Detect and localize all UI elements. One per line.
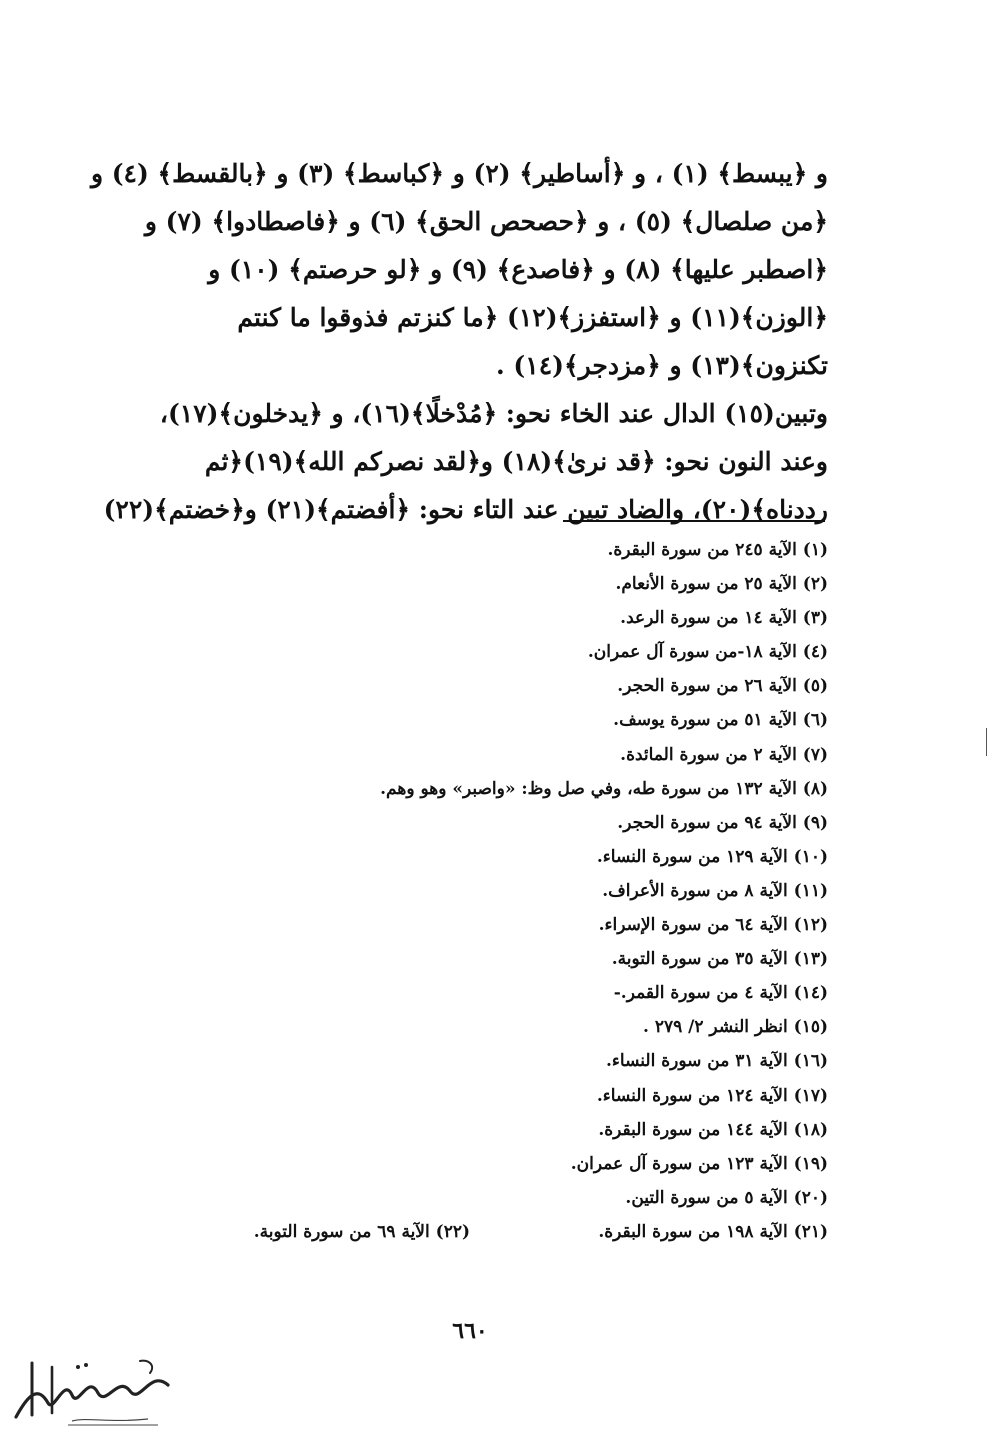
text-line-7: وعند النون نحو: ﴿قد نرىٰ﴾(١٨) و﴿لقد نصركم الله﴾(١٩)﴿ثم <box>204 447 828 476</box>
footnote-7: (٧) الآية ٢ من سورة المائدة. <box>620 744 828 765</box>
scan-mark <box>986 728 987 756</box>
footnote-3: (٣) الآية ١٤ من سورة الرعد. <box>620 608 828 629</box>
publisher-logo <box>8 1355 183 1430</box>
footnote-row-21-22 <box>188 1215 828 1249</box>
text-line-5: تكنزون﴾(١٣) و ﴿مزدجر﴾(١٤) . <box>496 351 828 380</box>
text-line-4: ﴿الوزن﴾(١١) و ﴿استفزز﴾(١٢) ﴿ما كنزتم فذوقوا ما كنتم <box>237 303 828 332</box>
footnote-17: (١٧) الآية ١٢٤ من سورة النساء. <box>596 1085 828 1106</box>
text-line-1: و ﴿يبسط﴾ (١) ، و ﴿أساطير﴾ (٢) و ﴿كباسط﴾ (٣) و ﴿بالقسط﴾ (٤) و <box>90 159 828 188</box>
footnote-9: (٩) الآية ٩٤ من سورة الحجر. <box>617 812 828 833</box>
footnote-11: (١١) الآية ٨ من سورة الأعراف. <box>602 880 828 901</box>
footnote-6: (٦) الآية ٥١ من سورة يوسف. <box>613 710 828 731</box>
footnote-21: (٢١) الآية ١٩٨ من سورة البقرة. <box>598 1221 828 1242</box>
footnote-2: (٢) الآية ٢٥ من سورة الأنعام. <box>615 574 828 595</box>
footnote-5: (٥) الآية ٢٦ من سورة الحجر. <box>617 676 828 697</box>
footnote-19: (١٩) الآية ١٢٣ من سورة آل عمران. <box>570 1153 828 1174</box>
footnote-20: (٢٠) الآية ٥ من سورة التين. <box>625 1187 828 1208</box>
text-line-2: ﴿من صلصال﴾ (٥) ، و ﴿حصحص الحق﴾ (٦) و ﴿فاصطادوا﴾ (٧) و <box>144 207 828 236</box>
main-text <box>90 150 828 534</box>
footnote-15: (١٥) انظر النشر ٢/ ٢٧٩ . <box>642 1017 828 1038</box>
footnote-18: (١٨) الآية ١٤٤ من سورة البقرة. <box>598 1119 828 1140</box>
footnote-22: (٢٢) الآية ٦٩ من سورة التوبة. <box>253 1221 470 1242</box>
page-number: ٦٦٠ <box>452 1318 488 1344</box>
footnote-14: (١٤) الآية ٤ من سورة القمر.- <box>613 983 828 1004</box>
footnote-16: (١٦) الآية ٣١ من سورة النساء. <box>606 1051 828 1072</box>
footnote-12: (١٢) الآية ٦٤ من سورة الإسراء. <box>598 915 828 936</box>
text-line-3: ﴿اصطبر عليها﴾ (٨) و ﴿فاصدع﴾ (٩) و ﴿لو حرصتم﴾ (١٠) و <box>208 255 828 284</box>
text-line-8: رددناه﴾(٢٠)، والضاد تبين عند التاء نحو: ﴿أفضتم﴾(٢١) و﴿خضتم﴾(٢٢) <box>103 495 828 524</box>
footnote-1: (١) الآية ٢٤٥ من سورة البقرة. <box>607 540 828 560</box>
footnote-8: (٨) الآية ١٣٢ من سورة طه، وفي صل وظ: «واصبر» وهو وهم. <box>380 778 828 799</box>
footnote-10: (١٠) الآية ١٢٩ من سورة النساء. <box>596 846 828 867</box>
footnote-13: (١٣) الآية ٣٥ من سورة التوبة. <box>611 949 828 970</box>
text-line-6: وتبين(١٥) الدال عند الخاء نحو: ﴿مُدْخلًا﴾(١٦)، و ﴿يدخلون﴾(١٧)، <box>159 399 828 428</box>
footnote-4: (٤) الآية ١٨-من سورة آل عمران. <box>587 642 828 663</box>
footnotes <box>188 533 828 1249</box>
footnote-separator <box>563 520 825 522</box>
